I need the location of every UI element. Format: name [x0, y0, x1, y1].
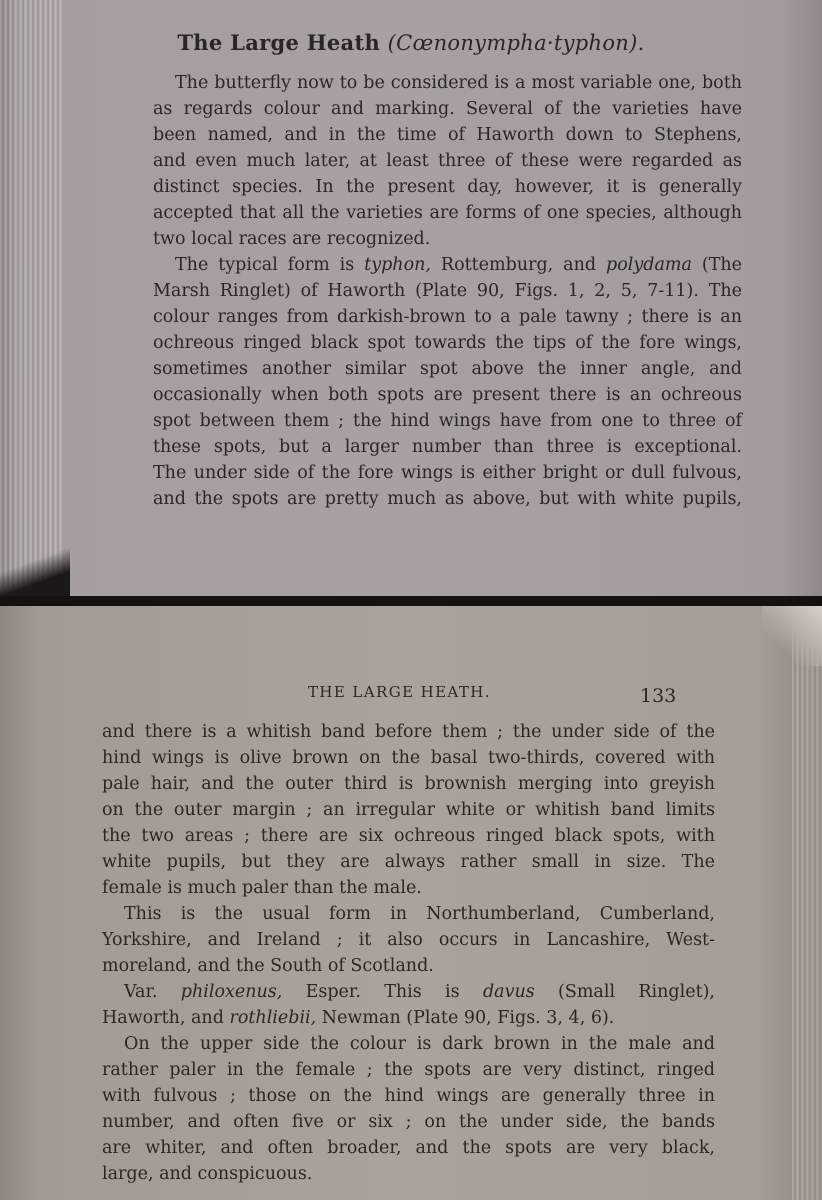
text-line: [102, 979, 715, 1005]
text-line: the two areas ; there are six ochreous ringed black spots, with: [102, 826, 715, 846]
text-line: On the upper side the colour is dark brown in the male and: [124, 1034, 715, 1054]
heading-latin-name: (Cœnonympha·typhon).: [387, 31, 645, 55]
text-line: occasionally when both spots are present there is an ochreous: [153, 385, 742, 405]
text-line: ochreous ringed black spot towards the tips of the fore wings,: [153, 333, 742, 353]
text-line: female is much paler than the male.: [102, 878, 422, 898]
page-curl-shadow: [0, 540, 70, 596]
text-line: [102, 1005, 715, 1031]
species-name: davus: [482, 982, 535, 1002]
text-line: This is the usual form in Northumberland, Cumberland,: [124, 904, 715, 924]
text-line: spot between them ; the hind wings have from one to three of: [153, 411, 742, 431]
text-line: and there is a whitish band before them ; the under side of the: [102, 722, 715, 742]
text-line: The butterfly now to be considered is a most variable one, both: [175, 73, 742, 93]
text-line: Marsh Ringlet) of Haworth (Plate 90, Figs. 1, 2, 5, 7-11). The: [153, 281, 742, 301]
text-line: and the spots are pretty much as above, but with white pupils,: [153, 489, 742, 509]
species-name: typhon,: [364, 255, 431, 275]
text-line: with fulvous ; those on the hind wings are generally three in: [102, 1086, 715, 1106]
heading-title: The Large Heath: [177, 30, 381, 55]
species-name: philoxenus,: [180, 982, 283, 1002]
text-line: distinct species. In the present day, however, it is generally: [153, 177, 742, 197]
top-page-text: [153, 70, 742, 512]
text-line: accepted that all the varieties are forms of one species, although: [153, 203, 742, 223]
text-run: (Small Ringlet),: [534, 982, 715, 1002]
species-name: rothliebii,: [229, 1008, 317, 1028]
bottom-page-text: [102, 719, 715, 1187]
text-line: been named, and in the time of Haworth down to Stephens,: [153, 125, 742, 145]
top-page: [0, 0, 822, 596]
running-head: THE LARGE HEATH.: [308, 683, 491, 701]
book-edge-left: [0, 0, 62, 596]
text-line: colour ranges from darkish-brown to a pale tawny ; there is an: [153, 307, 742, 327]
page-number: 133: [640, 685, 677, 707]
text-line: Yorkshire, and Ireland ; it also occurs in Lancashire, West-: [102, 930, 715, 950]
species-name: polydama: [606, 255, 692, 275]
text-line: white pupils, but they are always rather small in size. The: [102, 852, 715, 872]
text-run: Rottemburg, and: [430, 255, 607, 275]
book-edge-right: [792, 606, 822, 1200]
text-line: sometimes another similar spot above the inner angle, and: [153, 359, 742, 379]
text-run: Newman (Plate 90, Figs. 3, 4, 6).: [316, 1008, 615, 1028]
text-line: two local races are recognized.: [153, 229, 431, 249]
text-line: number, and often five or six ; on the under side, the bands: [102, 1112, 715, 1132]
text-run: Var.: [124, 982, 181, 1002]
text-line: hind wings is olive brown on the basal two-thirds, covered with: [102, 748, 715, 768]
text-line: [153, 252, 742, 278]
text-line: large, and conspicuous.: [102, 1164, 313, 1184]
page-corner-fold: [762, 606, 822, 666]
text-run: Esper. This is: [282, 982, 483, 1002]
text-run: The typical form is: [175, 255, 365, 275]
text-line: rather paler in the female ; the spots are very distinct, ringed: [102, 1060, 715, 1080]
text-line: moreland, and the South of Scotland.: [102, 956, 434, 976]
text-run: Haworth, and: [102, 1008, 230, 1028]
page-divider: [0, 596, 822, 606]
text-run: (The: [691, 255, 742, 275]
text-line: these spots, but a larger number than three is exceptional.: [153, 437, 742, 457]
text-line: on the outer margin ; an irregular white or whitish band limits: [102, 800, 715, 820]
text-line: pale hair, and the outer third is brownish merging into greyish: [102, 774, 715, 794]
text-line: The under side of the fore wings is either bright or dull fulvous,: [153, 463, 742, 483]
text-line: as regards colour and marking. Several of the varieties have: [153, 99, 742, 119]
text-line: are whiter, and often broader, and the spots are very black,: [102, 1138, 715, 1158]
text-line: and even much later, at least three of these were regarded as: [153, 151, 742, 171]
section-heading: [0, 30, 822, 55]
